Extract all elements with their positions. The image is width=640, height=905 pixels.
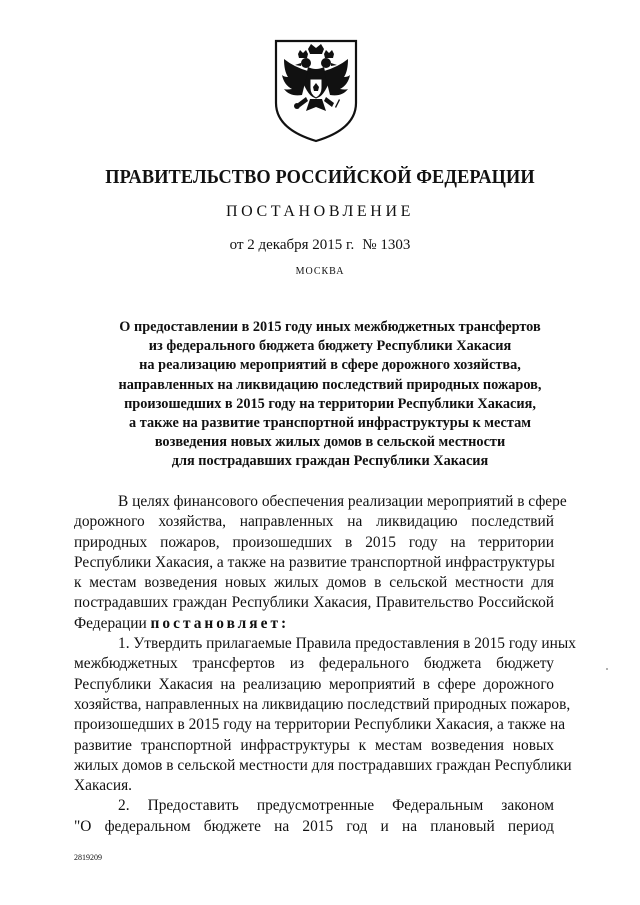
body-line: "О федеральном бюджете на 2015 год и на плановый период <box>74 817 554 835</box>
body-line: природных пожаров, произошедших в 2015 году на территории <box>74 533 554 551</box>
body-line: В целях финансового обеспечения реализации мероприятий в сфере <box>118 493 567 510</box>
document-number: № 1303 <box>362 237 411 253</box>
body-line-text: Федерации <box>74 614 147 632</box>
body-line: Республики Хакасия, а также на развитие транспортной инфраструктуры <box>74 553 555 571</box>
body-line: Хакасия. <box>74 777 133 795</box>
document-type: ПОСТАНОВЛЕНИЕ <box>226 203 414 220</box>
body-line: к местам возведения новых жилых домов в сельской местности для <box>74 574 554 592</box>
body-line: пострадавших граждан Республики Хакасия, Правительство Российской <box>74 594 554 612</box>
body-line <box>74 614 554 634</box>
city-name: МОСКВА <box>295 266 345 277</box>
scan-speck <box>606 668 608 670</box>
document-date-line <box>0 237 640 254</box>
heading-line: произошедших в 2015 году на территории Республики Хакасия, <box>124 395 536 412</box>
government-title: ПРАВИТЕЛЬСТВО РОССИЙСКОЙ ФЕДЕРАЦИИ <box>105 167 535 188</box>
coat-of-arms-emblem-icon <box>272 37 360 145</box>
body-line: межбюджетных трансфертов из федерального бюджета бюджету <box>74 655 554 673</box>
resolution-keyword: постановляет: <box>150 614 290 632</box>
heading-line: для пострадавших граждан Республики Хакасия <box>171 453 489 470</box>
document-code: 2819209 <box>74 853 102 862</box>
heading-line: на реализацию мероприятий в сфере дорожного хозяйства, <box>139 357 521 374</box>
heading-line: направленных на ликвидацию последствий природных пожаров, <box>118 376 542 393</box>
heading-line: О предоставлении в 2015 году иных межбюджетных трансфертов <box>119 319 541 335</box>
body-line: Республики Хакасия на реализацию мероприятий в сфере дорожного <box>74 675 554 693</box>
document-heading <box>60 318 600 472</box>
heading-line: из федерального бюджета бюджету Республики Хакасия <box>148 338 512 355</box>
document-body <box>74 492 576 837</box>
body-line: развитие транспортной инфраструктуры к местам возведения новых <box>74 736 554 754</box>
body-line: 1. Утвердить прилагаемые Правила предоставления в 2015 году иных <box>118 635 576 653</box>
heading-line: а также на развитие транспортной инфраструктуры к местам <box>129 415 531 432</box>
body-line: дорожного хозяйства, направленных на ликвидацию последствий <box>74 513 554 531</box>
body-line: хозяйства, направленных на ликвидацию последствий природных пожаров, <box>74 695 571 713</box>
body-line: 2. Предоставить предусмотренные Федеральным законом <box>118 797 554 815</box>
heading-line: возведения новых жилых домов в сельской местности <box>154 434 506 451</box>
body-line: жилых домов в сельской местности для пострадавших граждан Республики <box>74 756 572 774</box>
body-line: произошедших в 2015 году на территории Республики Хакасия, а также на <box>74 716 566 734</box>
document-date: от 2 декабря 2015 г. <box>229 237 355 253</box>
